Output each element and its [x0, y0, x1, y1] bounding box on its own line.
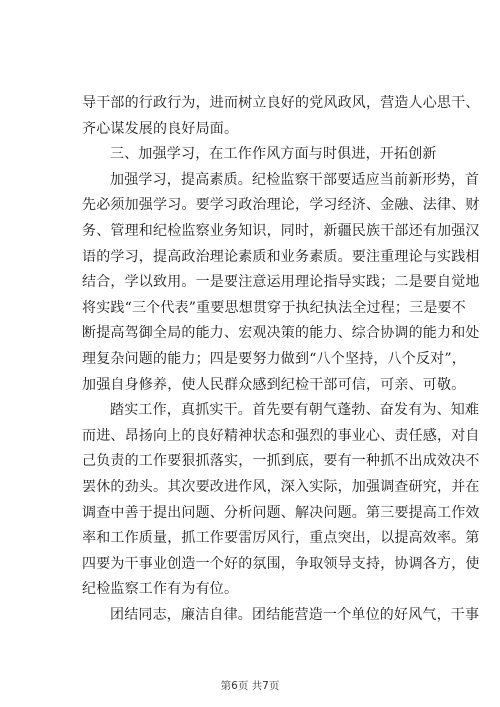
- section-heading: 三、加强学习，在工作作风方面与时俱进，开拓创新: [110, 146, 437, 163]
- text-line: 率和工作质量，抓工作要雷厉风行，重点突出，以提高效率。第: [82, 530, 480, 547]
- text-line: 导干部的行政行为，进而树立良好的党风政风，营造人心思干、: [82, 95, 480, 111]
- text-line: 务、管理和纪检监察业务知识，同时，新疆民族干部还有加强汉: [82, 222, 480, 239]
- text-line: 结合，学以致用。一是要注意运用理论指导实践；二是要自觉地: [82, 274, 480, 291]
- paragraph-start: 加强学习，提高素质。纪检监察干部要适应当前新形势，首: [110, 171, 480, 188]
- text-line: 理复杂问题的能力；四是要努力做到“八个坚持，八个反对”，: [82, 350, 466, 367]
- text-line: 齐心谋发展的良好局面。: [82, 120, 239, 137]
- paragraph-start: 团结同志，廉洁自律。团结能营造一个单位的好风气，干事: [110, 606, 480, 623]
- text-line: 将实践“三个代表”重要思想贯穿于执纪执法全过程；三是要不: [82, 299, 466, 316]
- text-line: 语的学习，提高政治理论素质和业务素质。要注重理论与实践相: [82, 248, 480, 265]
- paragraph-start: 踏实工作，真抓实干。首先要有朝气蓬勃、奋发有为、知难: [110, 402, 480, 419]
- text-line: 调查中善于提出问题、分析问题、解决问题。第三要提高工作效: [82, 504, 480, 521]
- text-line: 而进、昂扬向上的良好精神状态和强烈的事业心、责任感，对自: [82, 427, 480, 444]
- text-line: 纪检监察工作有为有位。: [82, 581, 239, 598]
- body-text: [82, 91, 480, 628]
- text-line: 罢休的劲头。其次要改进作风，深入实际，加强调查研究，并在: [82, 478, 480, 495]
- text-line: 断提高驾御全局的能力、宏观决策的能力、综合协调的能力和处: [82, 325, 480, 342]
- text-line: 加强自身修养，使人民群众感到纪检干部可信，可亲、可敬。: [82, 376, 466, 393]
- text-line: 四要为干事业创造一个好的氛围，争取领导支持，协调各方，使: [82, 555, 480, 572]
- page-footer: 第6页 共7页: [220, 680, 280, 692]
- text-line: 己负责的工作要狠抓落实，一抓到底，要有一种抓不出成效决不: [82, 453, 480, 470]
- text-line: 先必须加强学习。要学习政治理论，学习经济、金融、法律、财: [82, 197, 480, 214]
